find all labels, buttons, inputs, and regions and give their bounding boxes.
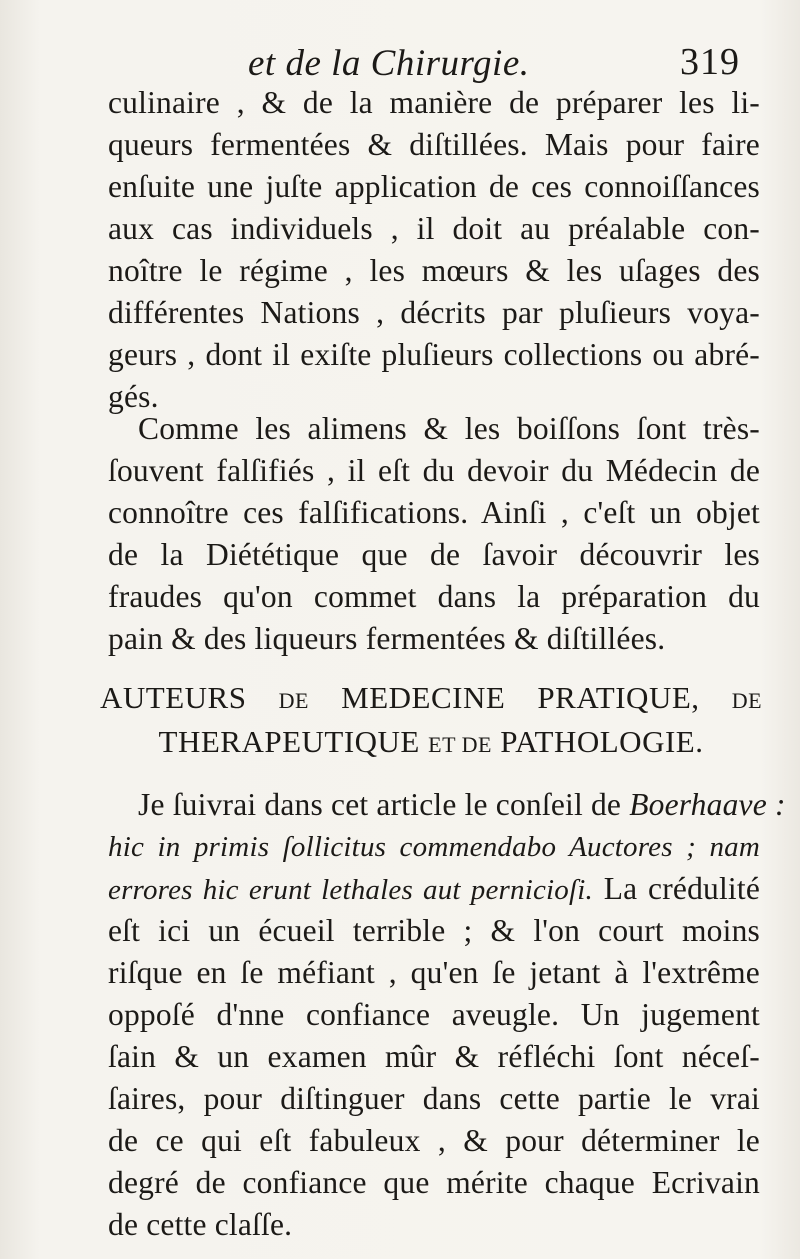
paragraph-3 bbox=[108, 784, 786, 1246]
text-line: degré de confiance que mérite chaque Ecrivain bbox=[108, 1165, 760, 1200]
text-line: queurs fermentées & diſtillées. Mais pour faire bbox=[108, 127, 760, 162]
text-line: connoître ces falſifications. Ainſi , c'eſt un objet bbox=[108, 495, 760, 530]
text-line: pain & des liqueurs fermentées & diſtillées. bbox=[108, 621, 666, 656]
section-heading bbox=[100, 676, 762, 764]
text-line: riſque en ſe méfiant , qu'en ſe jetant à l'extrême bbox=[108, 955, 760, 990]
text-line: Je ſuivrai dans cet article le conſeil de Boerhaave : bbox=[138, 787, 786, 822]
text-line: ſaires, pour diſtinguer dans cette partie le vrai bbox=[108, 1081, 760, 1116]
text-line: eſt ici un écueil terrible ; & l'on court moins bbox=[108, 913, 760, 948]
paragraph-1 bbox=[108, 82, 760, 418]
heading-line-1: AUTEURS DE MEDECINE PRATIQUE, DE bbox=[100, 680, 763, 715]
page-number: 319 bbox=[680, 41, 740, 83]
text-line: ſouvent falſifiés , il eſt du devoir du Médecin de bbox=[108, 453, 760, 488]
text-line: geurs , dont il exiſte pluſieurs collections ou abré- bbox=[108, 337, 760, 372]
text-line: enſuite une juſte application de ces connoiſſances bbox=[108, 169, 760, 204]
text-line: culinaire , & de la manière de préparer les li- bbox=[108, 85, 760, 120]
text-line: fraudes qu'on commet dans la préparation du bbox=[108, 579, 760, 614]
running-head-title: et de la Chirurgie. bbox=[248, 43, 530, 84]
text-line: ſain & un examen mûr & réfléchi ſont néceſ- bbox=[108, 1039, 760, 1074]
paragraph-2 bbox=[108, 408, 760, 660]
text-line: de ce qui eſt fabuleux , & pour déterminer le bbox=[108, 1123, 760, 1158]
heading-line-2: THERAPEUTIQUE ET DE PATHOLOGIE. bbox=[158, 724, 704, 759]
text-line: gés. bbox=[108, 379, 159, 414]
text-line: de cette claſſe. bbox=[108, 1207, 293, 1242]
text-line: aux cas individuels , il doit au préalable con- bbox=[108, 211, 760, 246]
text-line: errores hic erunt lethales aut pernicioſi. La crédulité bbox=[108, 871, 761, 906]
text-line: Comme les alimens & les boiſſons ſont très- bbox=[138, 411, 760, 446]
text-line-italic: hic in primis ſollicitus commendabo Auctores ; nam bbox=[108, 831, 760, 863]
text-line: différentes Nations , décrits par pluſieurs voya- bbox=[108, 295, 760, 330]
text-line: noître le régime , les mœurs & les uſages des bbox=[108, 253, 760, 288]
text-line: de la Diététique que de ſavoir découvrir les bbox=[108, 537, 760, 572]
text-line: oppoſé d'nne confiance aveugle. Un jugement bbox=[108, 997, 760, 1032]
